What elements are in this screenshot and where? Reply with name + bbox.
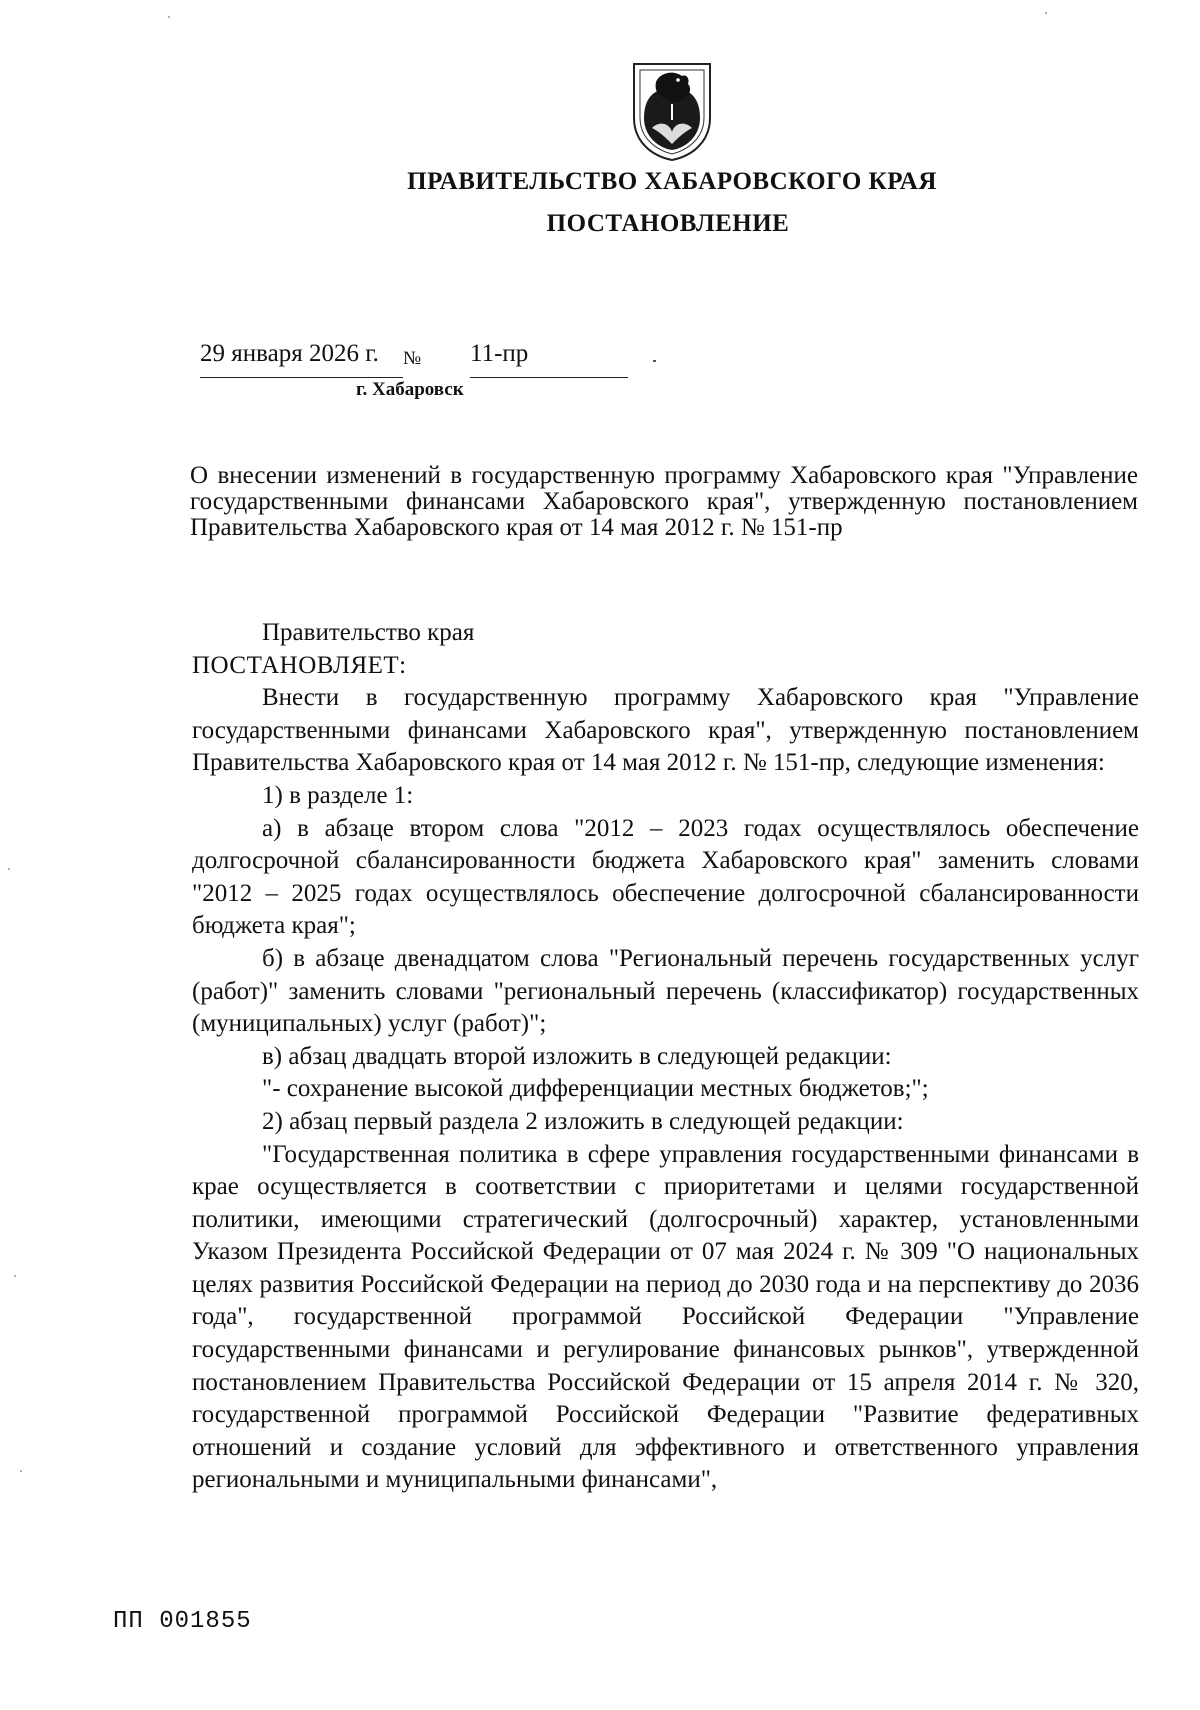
document-subject: О внесении изменений в государственную программу Хабаровского края "Управление государственными финансами Хабаровского края", утвержденную постановлением Правительства Хабаровского края от 14 мая 2012 г. № 151-пр — [190, 462, 1138, 541]
organization-title: ПРАВИТЕЛЬСТВО ХАБАРОВСКОГО КРАЯ — [407, 168, 937, 195]
number-underline — [470, 377, 628, 378]
scan-speck — [168, 16, 170, 18]
number-label: № — [403, 348, 422, 369]
scan-speck — [1045, 12, 1047, 14]
body-paragraph: "Государственная политика в сфере управления государственными финансами в крае осуществляется в соответствии с приоритетами и целями государственной политики, имеющими стратегический (долгосрочный) характер, установленными Указом Президента Российской Федерации от 07 мая 2024 г. № 309 "О национальных целях развития Российской Федерации на период до 2030 года и на перспективу до 2036 года", государственной программой Российской Федерации "Управление государственными финансами и регулирование финансовых рынков", утвержденной постановлением Правительства Российской Федерации от 15 апреля 2014 г. № 320, государственной программой Российской Федерации "Развитие федеративных отношений и создание условий для эффективного и ответственного управления региональными и муниципальными финансами", — [192, 1140, 1139, 1494]
date-underline — [200, 377, 403, 378]
document-date: 29 января 2026 г. — [200, 340, 379, 367]
document-city: г. Хабаровск — [356, 379, 464, 400]
coat-of-arms-icon — [630, 58, 714, 162]
scan-speck — [14, 1275, 16, 1277]
document-number: 11-пр — [470, 340, 529, 367]
document-body — [192, 617, 1139, 1497]
body-paragraph: в) абзац двадцать второй изложить в следующей редакции: — [262, 1042, 892, 1070]
body-paragraph: б) в абзаце двенадцатом слова "Региональный перечень государственных услуг (работ)" заменить словами "региональный перечень (классификатор) государственных (муниципальных) услуг (работ)"; — [192, 944, 1139, 1038]
scan-dot — [653, 360, 656, 362]
body-paragraph: 2) абзац первый раздела 2 изложить в следующей редакции: — [262, 1107, 904, 1135]
body-paragraph: Внести в государственную программу Хабаровского края "Управление государственными финансами Хабаровского края", утвержденную постановлением Правительства Хабаровского края от 14 мая 2012 г. № 151-пр, следующие изменения: — [192, 684, 1139, 777]
body-paragraph: 1) в разделе 1: — [262, 781, 414, 809]
body-paragraph: а) в абзаце втором слова "2012 – 2023 годах осуществлялось обеспечение долгосрочной сбалансированности бюджета Хабаровского края" заменить словами "2012 – 2025 годах осуществлялось обеспечение долгосрочной сбалансированности бюджета края"; — [192, 814, 1139, 940]
decree-line: ПОСТАНОВЛЯЕТ: — [192, 651, 407, 679]
form-serial-code: ПП 001855 — [113, 1608, 252, 1635]
scan-speck — [8, 868, 10, 870]
document-type-title: ПОСТАНОВЛЕНИЕ — [546, 210, 790, 237]
scan-speck — [20, 1470, 22, 1472]
government-line: Правительство края — [262, 619, 475, 646]
body-paragraph: "- сохранение высокой дифференциации местных бюджетов;"; — [262, 1075, 929, 1103]
